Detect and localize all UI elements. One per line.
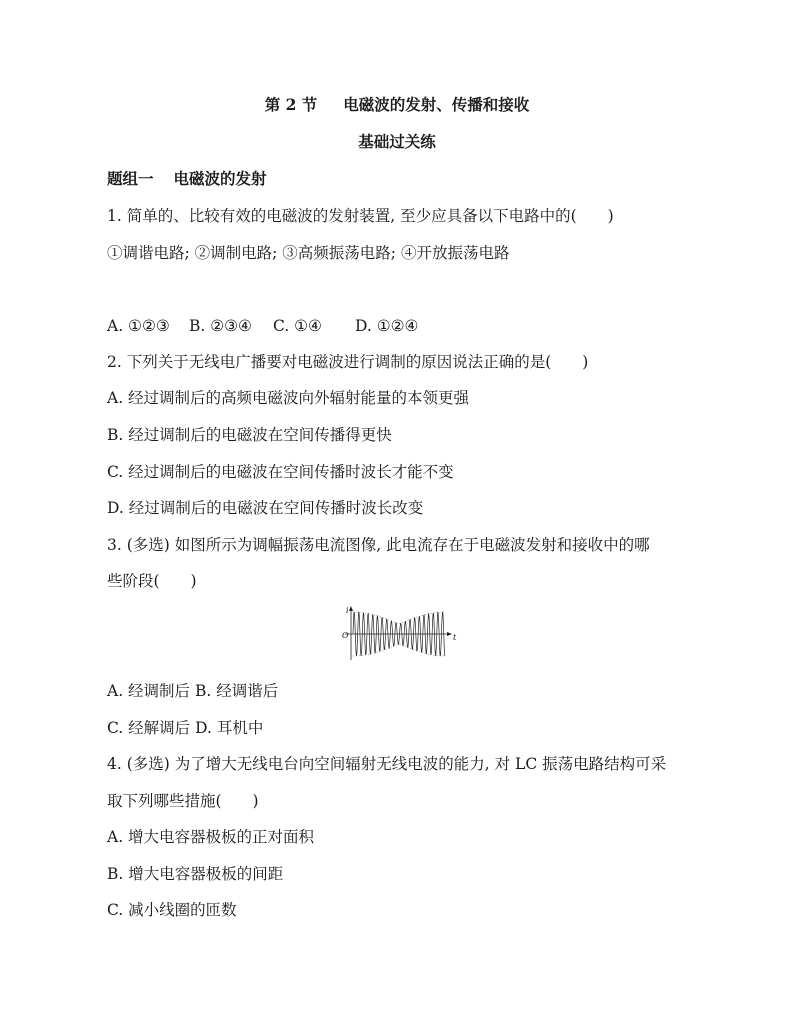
q3-stem-line2: 些阶段( ) bbox=[107, 572, 197, 590]
q2-option-d[interactable]: D. 经过调制后的电磁波在空间传播时波长改变 bbox=[107, 499, 424, 517]
q4-stem-line1: 4. (多选) 为了增大无线电台向空间辐射无线电波的能力, 对 LC 振荡电路结构可采 bbox=[107, 755, 667, 773]
q3-options-line1[interactable]: A. 经调制后 B. 经调谐后 bbox=[107, 682, 279, 700]
q4-stem-line2: 取下列哪些措施( ) bbox=[107, 792, 259, 810]
q1-option-b[interactable]: B. ②③④ bbox=[189, 317, 252, 335]
x-axis-label: t bbox=[453, 633, 457, 642]
origin-label: O bbox=[342, 631, 349, 640]
y-axis-arrow bbox=[349, 606, 353, 611]
q1-items: ①调谐电路; ②调制电路; ③高频振荡电路; ④开放振荡电路 bbox=[107, 244, 510, 262]
envelope-top bbox=[353, 612, 445, 624]
section-heading bbox=[0, 95, 794, 115]
q1-option-a[interactable]: A. ①②③ bbox=[107, 317, 170, 335]
q3-stem-line1: 3. (多选) 如图所示为调幅振荡电流图像, 此电流存在于电磁波发射和接收中的哪 bbox=[107, 536, 650, 554]
q4-option-a[interactable]: A. 增大电容器极板的正对面积 bbox=[107, 828, 315, 846]
am-current-figure bbox=[337, 604, 457, 662]
page-subtitle: 基础过关练 bbox=[358, 132, 436, 151]
q4-option-b[interactable]: B. 增大电容器极板的间距 bbox=[107, 865, 284, 883]
q1-option-c[interactable]: C. ①④ bbox=[273, 317, 322, 335]
q1-option-d[interactable]: D. ①②④ bbox=[355, 317, 419, 335]
q1-stem: 1. 简单的、比较有效的电磁波的发射装置, 至少应具备以下电路中的( ) bbox=[107, 207, 614, 225]
q2-option-a[interactable]: A. 经过调制后的高频电磁波向外辐射能量的本领更强 bbox=[107, 389, 470, 407]
q4-option-c[interactable]: C. 减小线圈的匝数 bbox=[107, 901, 237, 919]
group-label: 题组一 bbox=[107, 169, 154, 188]
q2-option-c[interactable]: C. 经过调制后的电磁波在空间传播时波长才能不变 bbox=[107, 463, 454, 481]
section-number: 第 2 节 bbox=[264, 95, 318, 114]
section-title: 电磁波的发射、传播和接收 bbox=[343, 95, 530, 114]
q3-options-line2[interactable]: C. 经解调后 D. 耳机中 bbox=[107, 719, 264, 737]
x-axis-arrow bbox=[447, 632, 452, 636]
q2-option-b[interactable]: B. 经过调制后的电磁波在空间传播得更快 bbox=[107, 426, 392, 444]
y-axis-label: i bbox=[346, 606, 349, 615]
q2-stem: 2. 下列关于无线电广播要对电磁波进行调制的原因说法正确的是( ) bbox=[107, 353, 589, 371]
q1-options bbox=[107, 316, 418, 336]
group-heading bbox=[107, 169, 267, 189]
group-title: 电磁波的发射 bbox=[173, 169, 267, 188]
